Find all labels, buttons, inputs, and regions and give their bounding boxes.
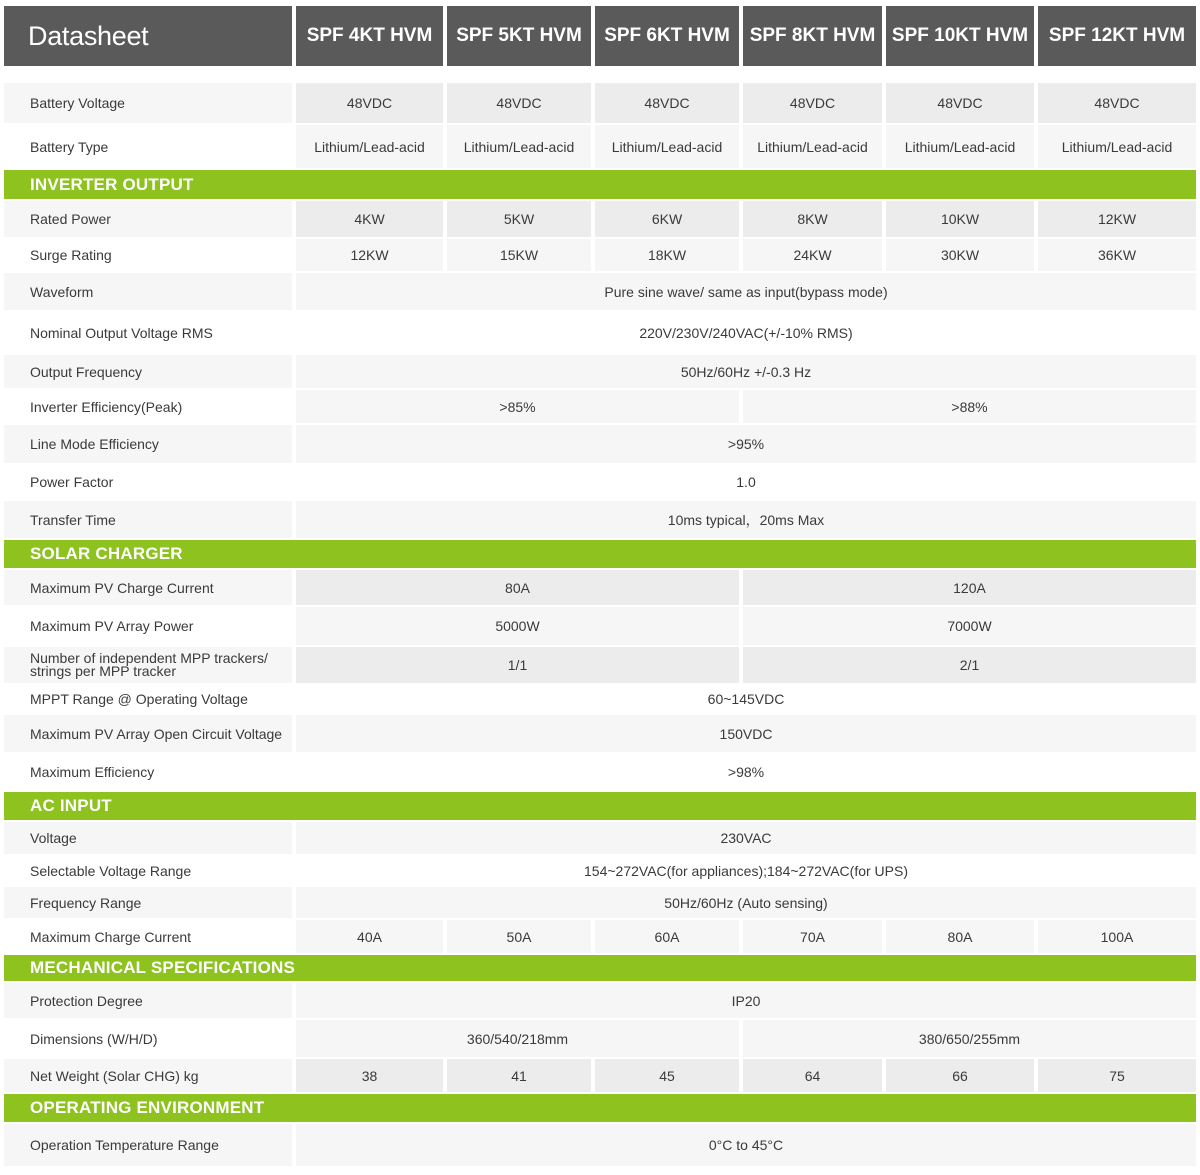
row-label-line-mode-efficiency: Line Mode Efficiency xyxy=(4,425,292,463)
value-mppt-range-operating-voltage-1: 60~145VDC xyxy=(296,685,1196,713)
row-label-mppt-range-operating-voltage: MPPT Range @ Operating Voltage xyxy=(4,685,292,713)
section-operating-environment: OPERATING ENVIRONMENT xyxy=(4,1094,1196,1122)
row-label-operation-temperature-range: Operation Temperature Range xyxy=(4,1124,292,1166)
value-maximum-pv-charge-current-1: 80A xyxy=(296,570,739,605)
value-net-weight-solar-chg-kg-5: 66 xyxy=(886,1059,1034,1092)
value-battery-voltage-4: 48VDC xyxy=(743,83,882,123)
value-dimensions-w-h-d-1: 360/540/218mm xyxy=(296,1020,739,1057)
row-label-dimensions-w-h-d: Dimensions (W/H/D) xyxy=(4,1020,292,1057)
value-battery-type-5: Lithium/Lead-acid xyxy=(886,125,1034,168)
value-maximum-pv-array-open-circuit-voltage-1: 150VDC xyxy=(296,715,1196,752)
value-battery-voltage-2: 48VDC xyxy=(447,83,591,123)
value-rated-power-5: 10KW xyxy=(886,201,1034,237)
value-battery-voltage-1: 48VDC xyxy=(296,83,443,123)
row-label-surge-rating: Surge Rating xyxy=(4,239,292,271)
value-number-of-independent-mpp-trackers-strings-per-mpp-tracker-2: 2/1 xyxy=(743,647,1196,683)
value-surge-rating-2: 15KW xyxy=(447,239,591,271)
value-battery-voltage-6: 48VDC xyxy=(1038,83,1196,123)
value-battery-type-3: Lithium/Lead-acid xyxy=(595,125,739,168)
row-label-battery-type: Battery Type xyxy=(4,125,292,168)
value-net-weight-solar-chg-kg-2: 41 xyxy=(447,1059,591,1092)
value-rated-power-2: 5KW xyxy=(447,201,591,237)
row-label-waveform: Waveform xyxy=(4,273,292,310)
value-maximum-pv-array-power-2: 7000W xyxy=(743,607,1196,645)
value-maximum-charge-current-6: 100A xyxy=(1038,920,1196,953)
value-protection-degree-1: IP20 xyxy=(296,983,1196,1018)
value-surge-rating-3: 18KW xyxy=(595,239,739,271)
value-maximum-charge-current-1: 40A xyxy=(296,920,443,953)
value-maximum-charge-current-5: 80A xyxy=(886,920,1034,953)
row-label-transfer-time: Transfer Time xyxy=(4,501,292,538)
value-rated-power-6: 12KW xyxy=(1038,201,1196,237)
section-inverter-output: INVERTER OUTPUT xyxy=(4,170,1196,199)
row-label-power-factor: Power Factor xyxy=(4,465,292,499)
value-inverter-efficiency-peak-1: >85% xyxy=(296,390,739,423)
row-label-battery-voltage: Battery Voltage xyxy=(4,83,292,123)
value-rated-power-3: 6KW xyxy=(595,201,739,237)
value-battery-type-4: Lithium/Lead-acid xyxy=(743,125,882,168)
value-number-of-independent-mpp-trackers-strings-per-mpp-tracker-1: 1/1 xyxy=(296,647,739,683)
value-power-factor-1: 1.0 xyxy=(296,465,1196,499)
value-voltage-1: 230VAC xyxy=(296,822,1196,854)
row-label-selectable-voltage-range: Selectable Voltage Range xyxy=(4,856,292,885)
value-net-weight-solar-chg-kg-1: 38 xyxy=(296,1059,443,1092)
model-header-2: SPF 5KT HVM xyxy=(447,6,591,66)
value-battery-type-1: Lithium/Lead-acid xyxy=(296,125,443,168)
value-net-weight-solar-chg-kg-4: 64 xyxy=(743,1059,882,1092)
value-net-weight-solar-chg-kg-6: 75 xyxy=(1038,1059,1196,1092)
value-inverter-efficiency-peak-2: >88% xyxy=(743,390,1196,423)
value-battery-type-2: Lithium/Lead-acid xyxy=(447,125,591,168)
value-surge-rating-6: 36KW xyxy=(1038,239,1196,271)
value-maximum-pv-charge-current-2: 120A xyxy=(743,570,1196,605)
value-maximum-pv-array-power-1: 5000W xyxy=(296,607,739,645)
value-transfer-time-1: 10ms typical，20ms Max xyxy=(296,501,1196,538)
model-header-4: SPF 8KT HVM xyxy=(743,6,882,66)
row-label-maximum-efficiency: Maximum Efficiency xyxy=(4,754,292,790)
value-line-mode-efficiency-1: >95% xyxy=(296,425,1196,463)
model-header-1: SPF 4KT HVM xyxy=(296,6,443,66)
row-label-maximum-pv-charge-current: Maximum PV Charge Current xyxy=(4,570,292,605)
value-net-weight-solar-chg-kg-3: 45 xyxy=(595,1059,739,1092)
value-waveform-1: Pure sine wave/ same as input(bypass mode) xyxy=(296,273,1196,310)
value-battery-voltage-5: 48VDC xyxy=(886,83,1034,123)
row-label-maximum-pv-array-open-circuit-voltage: Maximum PV Array Open Circuit Voltage xyxy=(4,715,292,752)
row-label-maximum-charge-current: Maximum Charge Current xyxy=(4,920,292,953)
section-mechanical-specifications: MECHANICAL SPECIFICATIONS xyxy=(4,955,1196,981)
model-header-6: SPF 12KT HVM xyxy=(1038,6,1196,66)
datasheet-title: Datasheet xyxy=(4,6,292,66)
value-maximum-charge-current-2: 50A xyxy=(447,920,591,953)
row-label-rated-power: Rated Power xyxy=(4,201,292,237)
value-nominal-output-voltage-rms-1: 220V/230V/240VAC(+/-10% RMS) xyxy=(296,312,1196,353)
value-maximum-charge-current-3: 60A xyxy=(595,920,739,953)
row-label-nominal-output-voltage-rms: Nominal Output Voltage RMS xyxy=(4,312,292,353)
value-output-frequency-1: 50Hz/60Hz +/-0.3 Hz xyxy=(296,355,1196,388)
value-surge-rating-4: 24KW xyxy=(743,239,882,271)
value-dimensions-w-h-d-2: 380/650/255mm xyxy=(743,1020,1196,1057)
row-label-frequency-range: Frequency Range xyxy=(4,887,292,918)
value-rated-power-1: 4KW xyxy=(296,201,443,237)
model-header-3: SPF 6KT HVM xyxy=(595,6,739,66)
row-label-protection-degree: Protection Degree xyxy=(4,983,292,1018)
row-label-maximum-pv-array-power: Maximum PV Array Power xyxy=(4,607,292,645)
value-rated-power-4: 8KW xyxy=(743,201,882,237)
value-frequency-range-1: 50Hz/60Hz (Auto sensing) xyxy=(296,887,1196,918)
section-solar-charger: SOLAR CHARGER xyxy=(4,540,1196,568)
model-header-5: SPF 10KT HVM xyxy=(886,6,1034,66)
row-label-voltage: Voltage xyxy=(4,822,292,854)
value-battery-type-6: Lithium/Lead-acid xyxy=(1038,125,1196,168)
value-surge-rating-1: 12KW xyxy=(296,239,443,271)
value-selectable-voltage-range-1: 154~272VAC(for appliances);184~272VAC(for UPS) xyxy=(296,856,1196,885)
row-label-inverter-efficiency-peak: Inverter Efficiency(Peak) xyxy=(4,390,292,423)
value-operation-temperature-range-1: 0°C to 45°C xyxy=(296,1124,1196,1166)
value-maximum-charge-current-4: 70A xyxy=(743,920,882,953)
row-label-output-frequency: Output Frequency xyxy=(4,355,292,388)
row-label-number-of-independent-mpp-trackers-strings-per-mpp-tracker: Number of independent MPP trackers/ strings per MPP tracker xyxy=(4,647,292,683)
value-battery-voltage-3: 48VDC xyxy=(595,83,739,123)
value-surge-rating-5: 30KW xyxy=(886,239,1034,271)
value-maximum-efficiency-1: >98% xyxy=(296,754,1196,790)
section-ac-input: AC INPUT xyxy=(4,792,1196,820)
row-label-net-weight-solar-chg-kg: Net Weight (Solar CHG) kg xyxy=(4,1059,292,1092)
